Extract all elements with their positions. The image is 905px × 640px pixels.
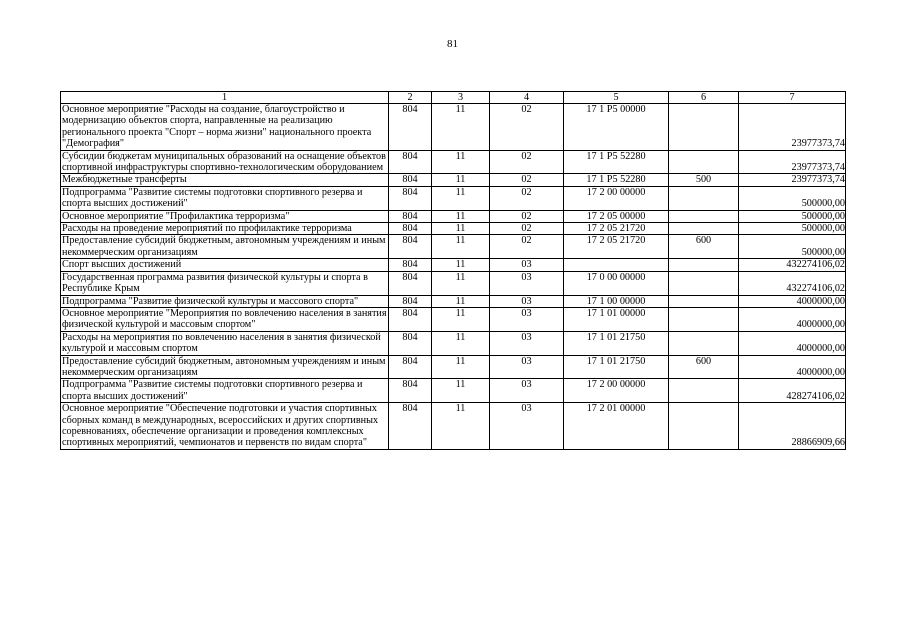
header-cell-4: 4 [490,92,564,104]
table-row [61,223,846,235]
row-target-code: 17 2 05 00000 [564,210,669,222]
row-target-code: 17 0 00 00000 [564,271,669,295]
row-ministry-code: 804 [389,259,432,271]
header-cell-2: 2 [389,92,432,104]
row-amount: 500000,00 [739,210,846,222]
row-amount: 432274106,02 [739,259,846,271]
table-row [61,174,846,186]
row-section-code: 11 [432,235,490,259]
row-ministry-code: 804 [389,379,432,403]
row-expense-type [669,223,739,235]
row-target-code [564,259,669,271]
row-subsection-code: 03 [490,295,564,307]
budget-table [60,91,846,450]
row-name: Расходы на проведение мероприятий по профилактике терроризма [61,223,389,235]
table-row [61,307,846,331]
row-target-code: 17 2 01 00000 [564,403,669,450]
row-ministry-code: 804 [389,235,432,259]
row-expense-type [669,295,739,307]
header-cell-7: 7 [739,92,846,104]
row-subsection-code: 03 [490,271,564,295]
row-expense-type [669,379,739,403]
header-cell-6: 6 [669,92,739,104]
row-name: Предоставление субсидий бюджетным, автономным учреждениям и иным некоммерческим организациям [61,355,389,379]
row-name: Основное мероприятие "Расходы на создание, благоустройство и модернизацию объектов спорта, направленные на реализацию регионального проекта "Спорт – норма жизни" национального проекта "Демография" [61,104,389,151]
row-name: Государственная программа развития физической культуры и спорта в Республике Крым [61,271,389,295]
row-target-code: 17 1 P5 52280 [564,174,669,186]
row-subsection-code: 02 [490,210,564,222]
table-row [61,150,846,174]
row-amount: 4000000,00 [739,355,846,379]
row-expense-type [669,150,739,174]
row-expense-type [669,210,739,222]
row-target-code: 17 1 00 00000 [564,295,669,307]
row-name: Подпрограмма "Развитие системы подготовки спортивного резерва и спорта высших достижений" [61,379,389,403]
row-target-code: 17 2 05 21720 [564,223,669,235]
row-section-code: 11 [432,295,490,307]
row-ministry-code: 804 [389,223,432,235]
row-target-code: 17 1 P5 00000 [564,104,669,151]
header-cell-3: 3 [432,92,490,104]
row-expense-type [669,271,739,295]
row-section-code: 11 [432,379,490,403]
row-expense-type [669,331,739,355]
row-ministry-code: 804 [389,295,432,307]
row-section-code: 11 [432,355,490,379]
row-ministry-code: 804 [389,210,432,222]
table-row [61,271,846,295]
table-row [61,331,846,355]
row-target-code: 17 1 01 21750 [564,355,669,379]
row-subsection-code: 02 [490,235,564,259]
row-subsection-code: 02 [490,223,564,235]
header-row [61,92,846,104]
row-amount: 23977373,74 [739,150,846,174]
row-subsection-code: 02 [490,174,564,186]
row-ministry-code: 804 [389,174,432,186]
row-amount: 4000000,00 [739,331,846,355]
row-subsection-code: 02 [490,186,564,210]
page-number: 81 [447,38,458,50]
row-amount: 23977373,74 [739,104,846,151]
row-expense-type [669,259,739,271]
row-amount: 500000,00 [739,186,846,210]
row-section-code: 11 [432,223,490,235]
row-expense-type [669,307,739,331]
row-section-code: 11 [432,186,490,210]
row-name: Подпрограмма "Развитие физической культуры и массового спорта" [61,295,389,307]
row-name: Основное мероприятие "Профилактика терроризма" [61,210,389,222]
row-expense-type [669,104,739,151]
row-ministry-code: 804 [389,104,432,151]
table-row [61,295,846,307]
table-row [61,210,846,222]
row-amount: 500000,00 [739,235,846,259]
header-cell-1: 1 [61,92,389,104]
row-ministry-code: 804 [389,271,432,295]
table-row [61,235,846,259]
table-row [61,379,846,403]
row-subsection-code: 03 [490,355,564,379]
row-target-code: 17 2 00 00000 [564,186,669,210]
row-section-code: 11 [432,104,490,151]
row-expense-type: 600 [669,235,739,259]
table-row [61,355,846,379]
row-amount: 428274106,02 [739,379,846,403]
row-section-code: 11 [432,403,490,450]
row-subsection-code: 03 [490,307,564,331]
row-amount: 4000000,00 [739,307,846,331]
row-ministry-code: 804 [389,150,432,174]
table-row [61,259,846,271]
row-ministry-code: 804 [389,355,432,379]
row-name: Субсидии бюджетам муниципальных образований на оснащение объектов спортивной инфраструктуры спортивно-технологическим оборудованием [61,150,389,174]
row-expense-type: 600 [669,355,739,379]
row-subsection-code: 02 [490,104,564,151]
row-amount: 4000000,00 [739,295,846,307]
row-subsection-code: 02 [490,150,564,174]
row-target-code: 17 1 P5 52280 [564,150,669,174]
row-section-code: 11 [432,259,490,271]
row-name: Предоставление субсидий бюджетным, автономным учреждениям и иным некоммерческим организациям [61,235,389,259]
row-section-code: 11 [432,307,490,331]
row-section-code: 11 [432,150,490,174]
row-ministry-code: 804 [389,403,432,450]
row-name: Основное мероприятие "Мероприятия по вовлечению населения в занятия физической культурой и массовым спортом" [62,307,387,331]
row-target-code: 17 1 01 21750 [564,331,669,355]
row-subsection-code: 03 [490,331,564,355]
row-ministry-code: 804 [389,307,432,331]
row-name: Подпрограмма "Развитие системы подготовки спортивного резерва и спорта высших достижений" [61,186,389,210]
row-name: Расходы на мероприятия по вовлечению населения в занятия физической культурой и массовым спортом [61,331,389,355]
row-target-code: 17 1 01 00000 [564,307,669,331]
row-name: Спорт высших достижений [61,259,389,271]
row-subsection-code: 03 [490,379,564,403]
row-section-code: 11 [432,331,490,355]
row-expense-type [669,403,739,450]
row-expense-type: 500 [669,174,739,186]
row-name: Межбюджетные трансферты [61,174,389,186]
row-subsection-code: 03 [490,259,564,271]
table-row [61,186,846,210]
row-target-code: 17 2 00 00000 [564,379,669,403]
row-section-code: 11 [432,174,490,186]
header-cell-5: 5 [564,92,669,104]
row-ministry-code: 804 [389,331,432,355]
row-target-code: 17 2 05 21720 [564,235,669,259]
row-amount: 432274106,02 [739,271,846,295]
row-section-code: 11 [432,210,490,222]
row-amount: 500000,00 [739,223,846,235]
row-expense-type [669,186,739,210]
row-subsection-code: 03 [490,403,564,450]
row-amount: 28866909,66 [739,403,846,450]
row-section-code: 11 [432,271,490,295]
row-amount: 23977373,74 [739,174,846,186]
table-row [61,403,846,450]
row-ministry-code: 804 [389,186,432,210]
table-row [61,104,846,151]
row-name: Основное мероприятие "Обеспечение подготовки и участия спортивных сборных команд в международных, всероссийских и других спортивных соревнованиях, обеспечение организации и проведения комплексных спортивных мероприятий, чемпионатов и первенств по видам спорта" [61,403,389,450]
